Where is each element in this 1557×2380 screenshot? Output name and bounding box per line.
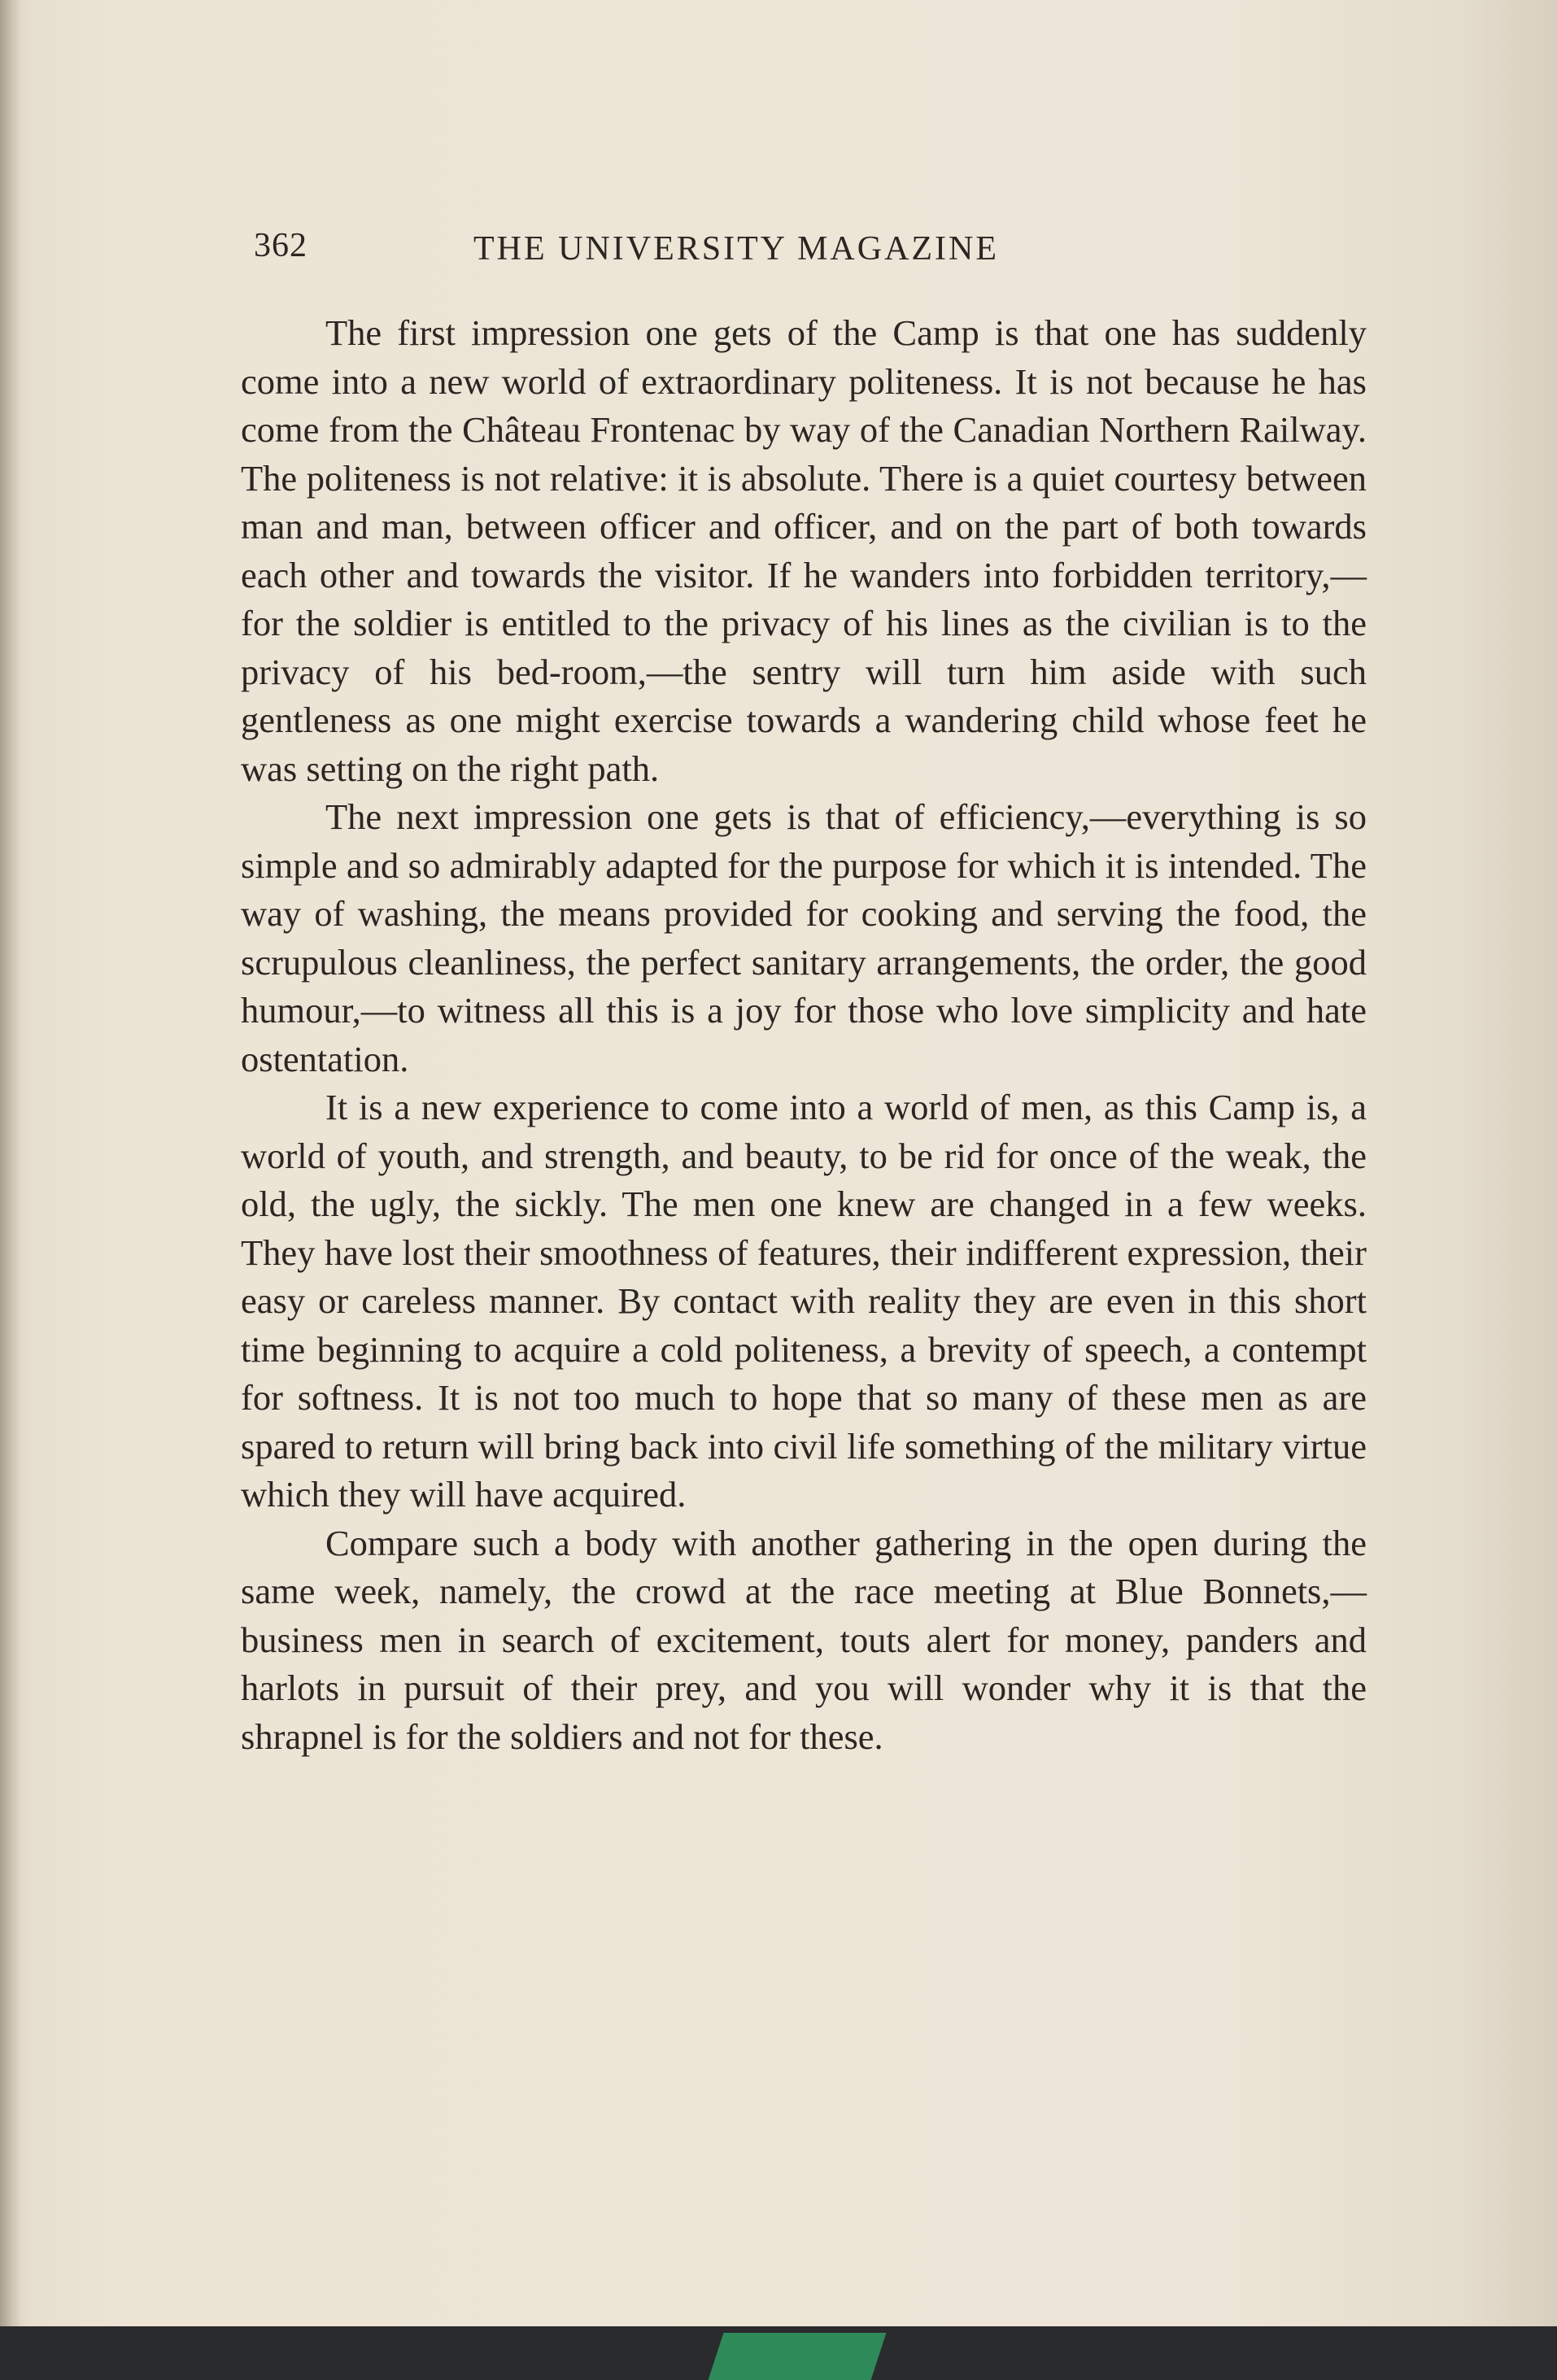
running-title: THE UNIVERSITY MAGAZINE (473, 230, 1000, 268)
running-head (254, 226, 1132, 275)
paragraph-1: The first impression one gets of the Camp is that one has suddenly come into a new world of extraordinary politeness. It is not because he has come from the Château Frontenac by way of the Canadian Northern Railway. The politeness is not relative: it is absolute. There is a quiet courtesy between man and man, between officer and officer, and on the part of both towards each other and towards the visitor. If he wanders into forbidden territory,—for the soldier is entitled to the privacy of his lines as the civilian is to the privacy of his bed-room,—the sentry will turn him aside with such gentleness as one might exercise towards a wandering child whose feet he was setting on the right path. (241, 312, 1367, 789)
gutter-shadow (0, 0, 21, 2326)
paragraph-3: It is a new experience to come into a world of men, as this Camp is, a world of youth, and strength, and beauty, to be rid for once of the weak, the old, the ugly, the sickly. The men one knew are changed in a few weeks. They have lost their smoothness of features, their indifferent expression, their easy or careless manner. By contact with reality they are even in this short time beginning to acquire a cold politeness, a brevity of speech, a contempt for softness. It is not too much to hope that so many of these men as are spared to return will bring back into civil life something of the military virtue which they will have acquired. (241, 1087, 1367, 1515)
paragraph-2: The next impression one gets is that of efficiency,—everything is so simple and so admirably adapted for the purpose for which it is intended. The way of washing, the means provided for cooking and serving the food, the scrupulous cleanliness, the perfect sanitary arrangements, the order, the good humour,—to witness all this is a joy for those who love simplicity and hate ostentation. (241, 796, 1367, 1079)
green-object (709, 2333, 887, 2380)
page-number: 362 (254, 227, 307, 264)
body-text (241, 309, 1367, 1761)
paragraph-4: Compare such a body with another gathering in the open during the same week, namely, the crowd at the race meeting at Blue Bonnets,—business men in search of excitement, touts alert for money, panders and harlots in pursuit of their prey, and you will wonder why it is that the shrapnel is for the soldiers and not for these. (241, 1522, 1367, 1757)
